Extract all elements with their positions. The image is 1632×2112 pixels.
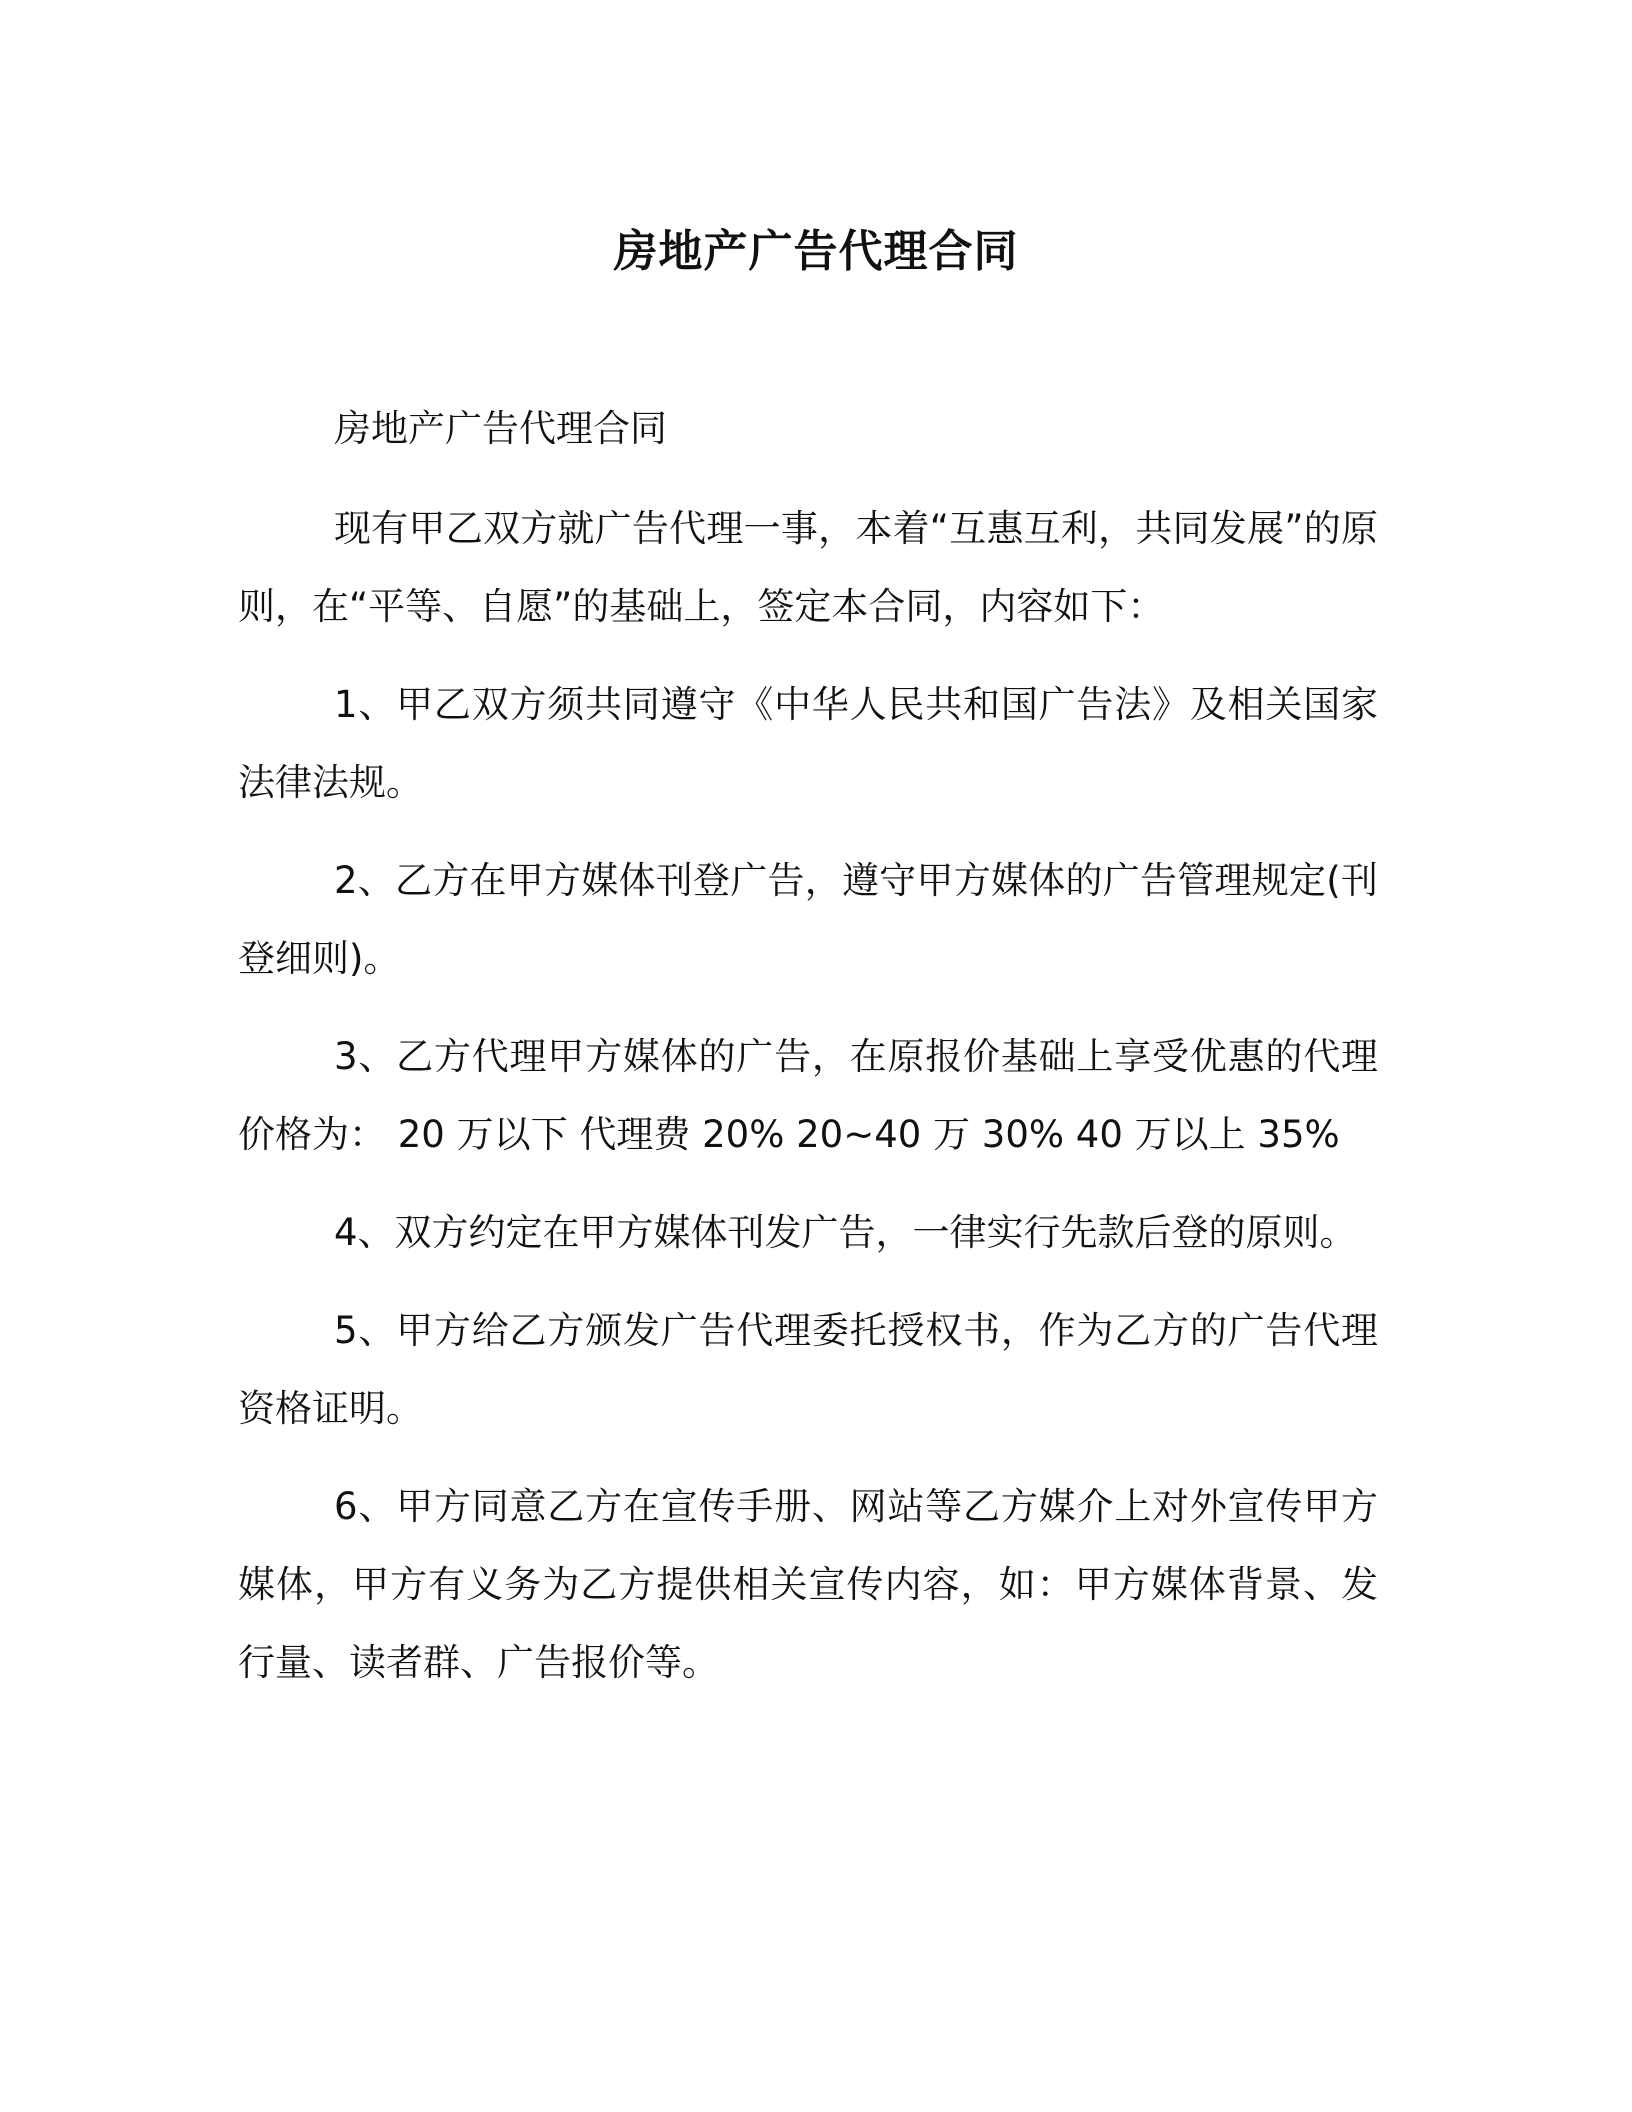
document-body xyxy=(238,390,1378,1722)
paragraph-preamble: 现有甲乙双方就广告代理一事，本着“互惠互利，共同发展”的原则，在“平等、自愿”的基础上，签定本合同，内容如下： xyxy=(238,507,1378,628)
clause-2: 2、乙方在甲方媒体刊登广告，遵守甲方媒体的广告管理规定(刊登细则)。 xyxy=(238,859,1378,980)
clause-5: 5、甲方给乙方颁发广告代理委托授权书，作为乙方的广告代理资格证明。 xyxy=(238,1309,1378,1430)
document-title: 房地产广告代理合同 xyxy=(613,226,1019,277)
clause-6: 6、甲方同意乙方在宣传手册、网站等乙方媒介上对外宣传甲方媒体，甲方有义务为乙方提供相关宣传内容，如：甲方媒体背景、发行量、读者群、广告报价等。 xyxy=(238,1485,1378,1684)
clause-1: 1、甲乙双方须共同遵守《中华人民共和国广告法》及相关国家法律法规。 xyxy=(238,683,1378,804)
clause-3: 3、乙方代理甲方媒体的广告，在原报价基础上享受优惠的代理价格为： 20 万以下 代理费 20% 20~40 万 30% 40 万以上 35% xyxy=(238,1035,1378,1156)
paragraph-subtitle: 房地产广告代理合同 xyxy=(334,407,667,450)
clause-4: 4、双方约定在甲方媒体刊发广告，一律实行先款后登的原则。 xyxy=(334,1211,1357,1254)
